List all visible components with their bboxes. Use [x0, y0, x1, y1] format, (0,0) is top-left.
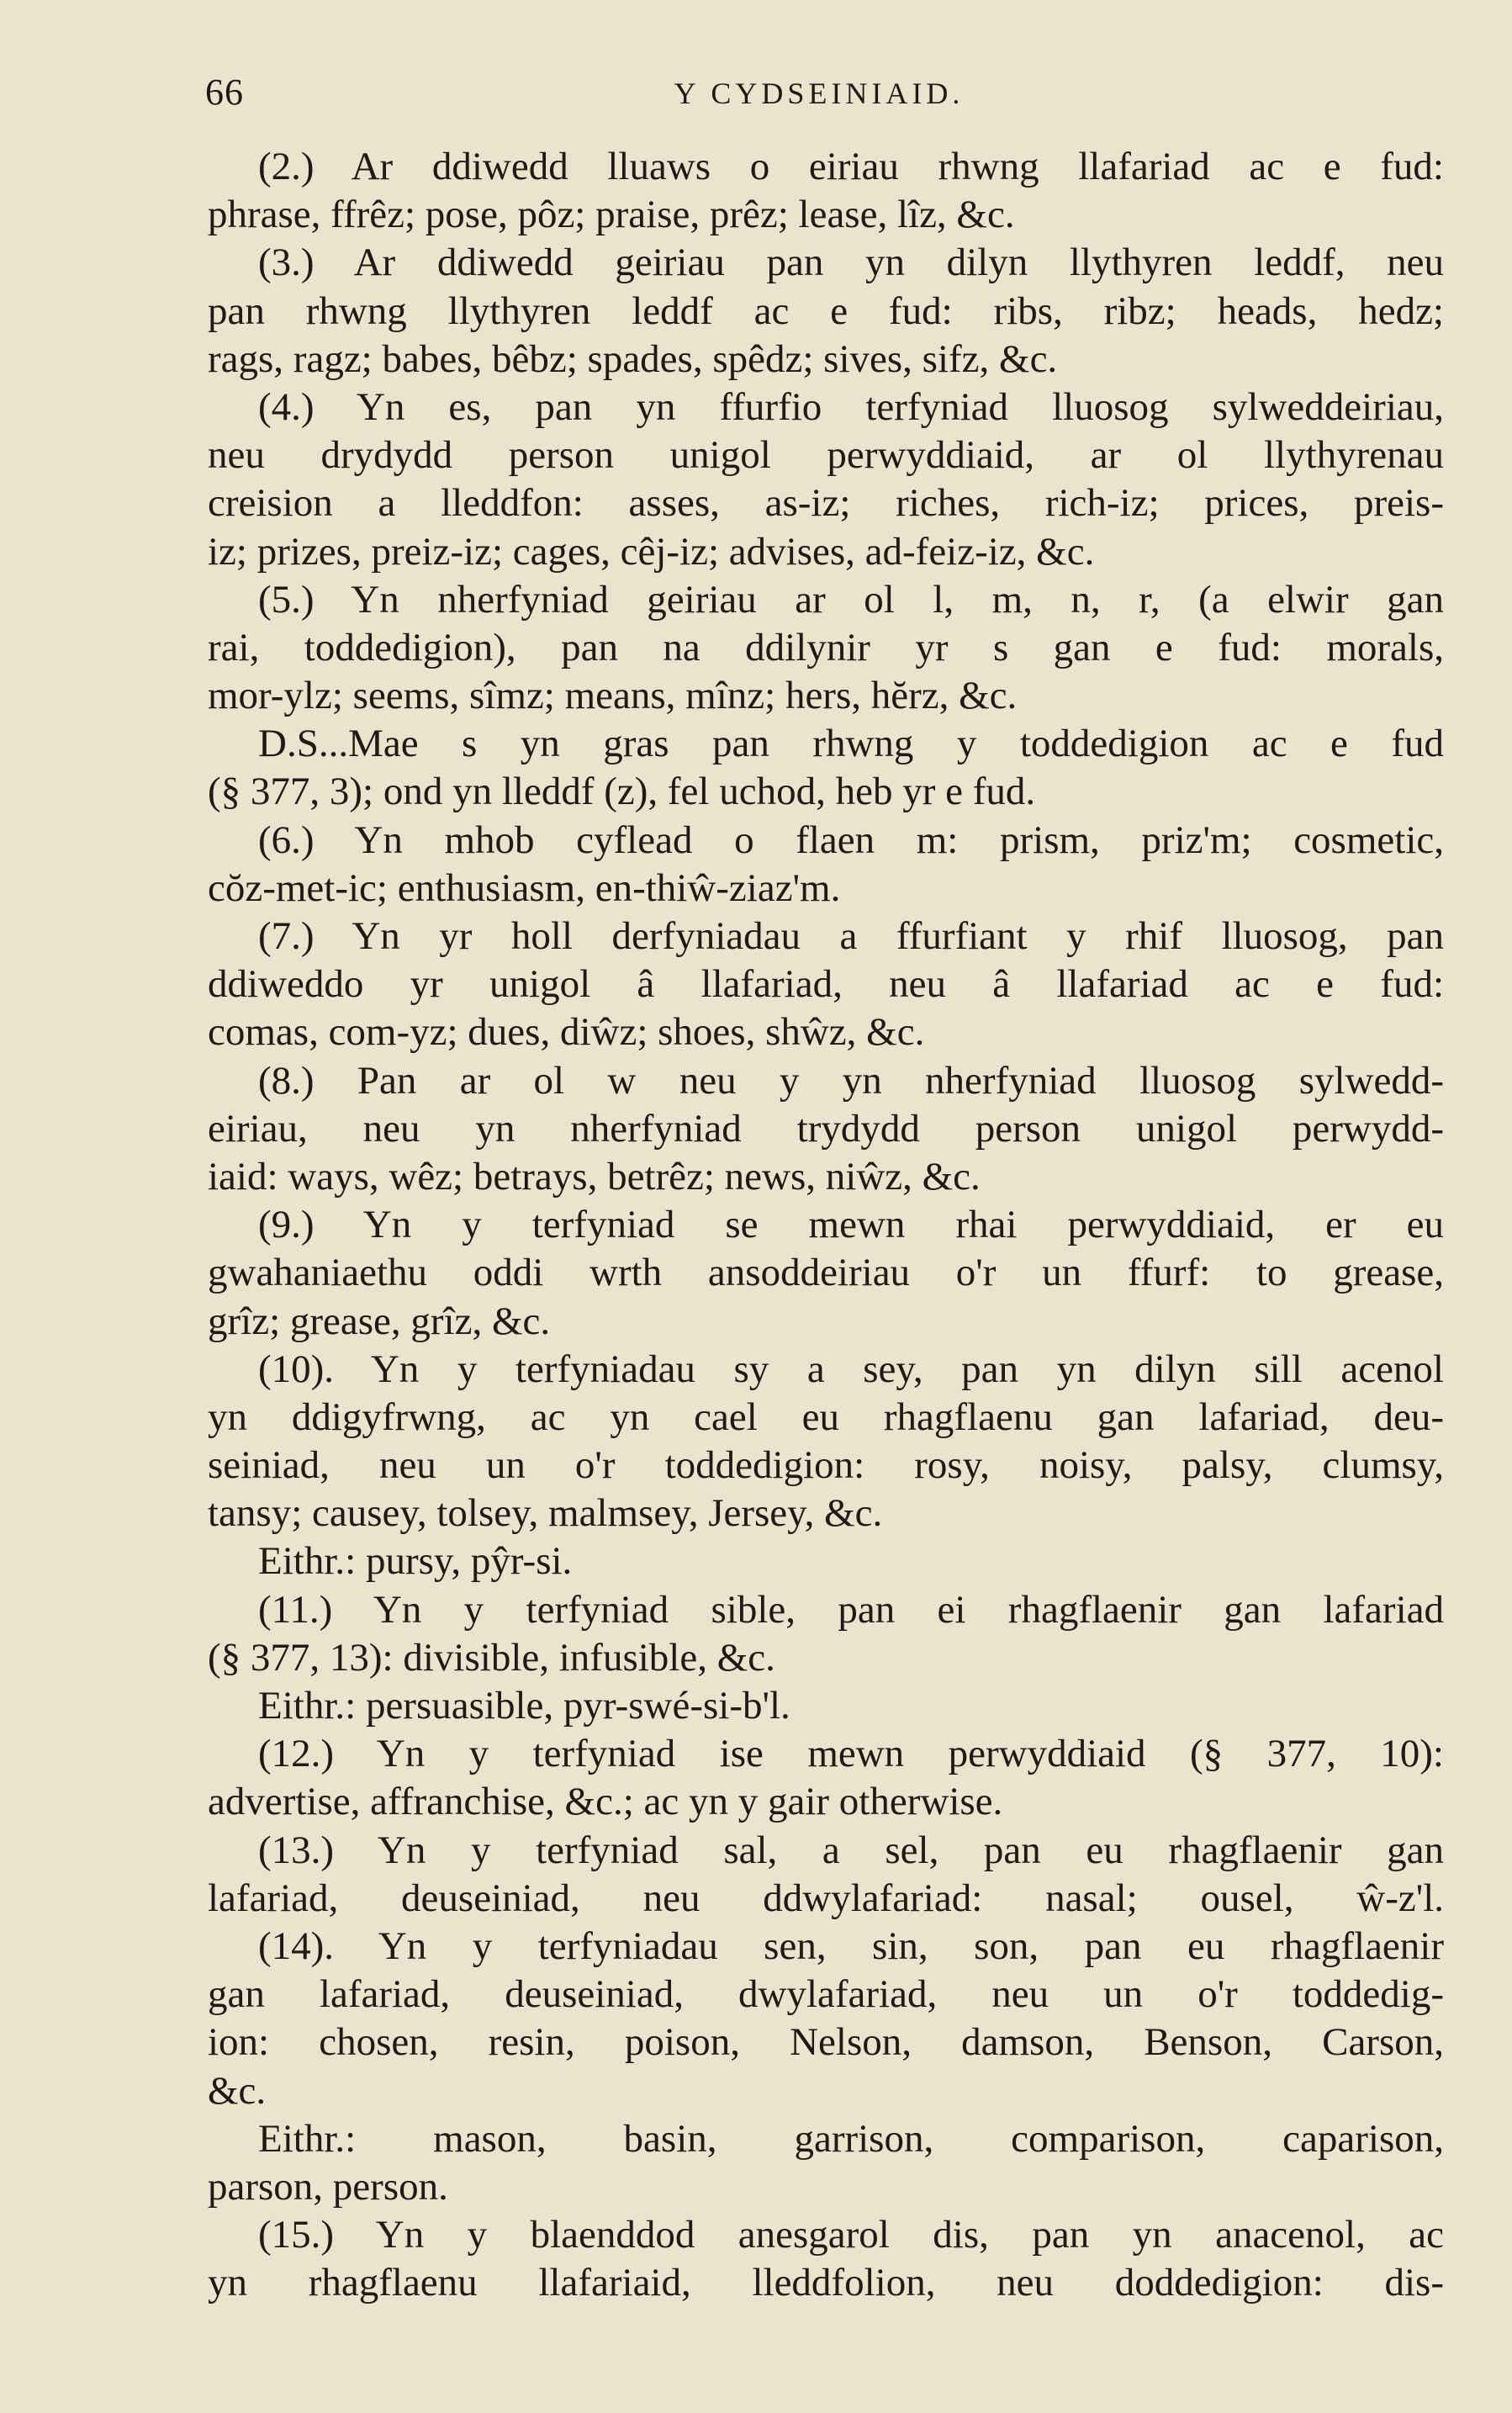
text-line: (4.) Yn es, pan yn ffurfio terfyniad lluosog sylweddeiriau,: [258, 384, 1444, 429]
text-line: (10). Yn y terfyniadau sy a sey, pan yn dilyn sill acenol: [258, 1347, 1444, 1391]
text-line: lafariad, deuseiniad, neu ddwylafariad: nasal; ousel, ŵ-z'l.: [208, 1876, 1444, 1920]
running-head: Y CYDSEINIAID.: [674, 77, 965, 110]
text-line: Eithr.: mason, basin, garrison, comparison, caparison,: [258, 2116, 1444, 2161]
text-line: (13.) Yn y terfyniad sal, a sel, pan eu rhagflaenir gan: [258, 1828, 1444, 1872]
body-text: [208, 143, 1444, 2307]
text-line: &c.: [208, 2068, 267, 2113]
text-line: iz; prizes, preiz-iz; cages, cêj-iz; advises, ad-feiz-iz, &c.: [208, 529, 1095, 574]
text-line: grîz; grease, grîz, &c.: [208, 1299, 551, 1343]
text-line: (9.) Yn y terfyniad se mewn rhai perwyddiaid, er eu: [258, 1203, 1444, 1247]
text-line: (6.) Yn mhob cyflead o flaen m: prism, priz'm; cosmetic,: [258, 818, 1444, 862]
page-header: [0, 71, 1512, 121]
text-line: phrase, ffrêz; pose, pôz; praise, prêz; lease, lîz, &c.: [208, 193, 1015, 237]
text-line: gwahaniaethu oddi wrth ansoddeiriau o'r un ffurf: to grease,: [208, 1251, 1444, 1295]
text-line: creision a lleddfon: asses, as-iz; riches, rich-iz; prices, preis-: [208, 481, 1444, 526]
text-line: seiniad, neu un o'r toddedigion: rosy, noisy, palsy, clumsy,: [208, 1443, 1444, 1488]
text-line: comas, com-yz; dues, diŵz; shoes, shŵz, &c.: [208, 1010, 925, 1055]
text-line: pan rhwng llythyren leddf ac e fud: ribs, ribz; heads, hedz;: [208, 288, 1444, 333]
text-line: eiriau, neu yn nherfyniad trydydd person unigol perwydd-: [208, 1106, 1444, 1151]
text-line: Eithr.: pursy, pŷr-si.: [258, 1539, 573, 1584]
text-line: (§ 377, 3); ond yn lleddf (z), fel uchod, heb yr e fud.: [208, 770, 1036, 814]
text-line: (14). Yn y terfyniadau sen, sin, son, pan eu rhagflaenir: [258, 1924, 1444, 1968]
text-line: Eithr.: persuasible, pyr-swé-si-b'l.: [258, 1684, 790, 1728]
text-line: (2.) Ar ddiwedd lluaws o eiriau rhwng llafariad ac e fud:: [258, 145, 1444, 188]
text-line: (8.) Pan ar ol w neu y yn nherfyniad lluosog sylwedd-: [258, 1058, 1444, 1103]
text-line: rai, toddedigion), pan na ddilynir yr s gan e fud: morals,: [208, 625, 1444, 669]
text-line: neu drydydd person unigol perwyddiaid, ar ol llythyrenau: [208, 433, 1444, 478]
text-line: mor-ylz; seems, sîmz; means, mînz; hers, hĕrz, &c.: [208, 674, 1018, 718]
text-line: (§ 377, 13): divisible, infusible, &c.: [208, 1635, 775, 1680]
text-line: yn ddigyfrwng, ac yn cael eu rhagflaenu gan lafariad, deu-: [208, 1394, 1444, 1439]
text-line: tansy; causey, tolsey, malmsey, Jersey, &c.: [208, 1491, 883, 1536]
text-line: D.S...Mae s yn gras pan rhwng y toddedigion ac e fud: [258, 722, 1444, 766]
text-line: (15.) Yn y blaenddod anesgarol dis, pan yn anacenol, ac: [258, 2213, 1444, 2257]
text-line: iaid: ways, wêz; betrays, betrêz; news, niŵz, &c.: [208, 1154, 981, 1199]
text-line: (11.) Yn y terfyniad sible, pan ei rhagflaenir gan lafariad: [258, 1587, 1444, 1632]
text-line: parson, person.: [208, 2164, 448, 2209]
text-line: ddiweddo yr unigol â llafariad, neu â llafariad ac e fud:: [208, 962, 1444, 1007]
text-line: cŏz-met-ic; enthusiasm, en-thiŵ-ziaz'm.: [208, 865, 841, 910]
text-line: gan lafariad, deuseiniad, dwylafariad, neu un o'r toddedig-: [208, 1972, 1444, 2017]
text-line: rags, ragz; babes, bêbz; spades, spêdz; sives, sifz, &c.: [208, 336, 1058, 381]
page-number: 66: [205, 71, 244, 113]
text-line: (12.) Yn y terfyniad ise mewn perwyddiaid (§ 377, 10):: [258, 1732, 1444, 1776]
text-line: (7.) Yn yr holl derfyniadau a ffurfiant y rhif lluosog, pan: [258, 914, 1444, 958]
text-line: advertise, affranchise, &c.; ac yn y gair otherwise.: [208, 1780, 1003, 1824]
text-line: (3.) Ar ddiwedd geiriau pan yn dilyn llythyren leddf, neu: [258, 241, 1444, 285]
text-line: ion: chosen, resin, poison, Nelson, damson, Benson, Carson,: [208, 2020, 1444, 2065]
text-line: yn rhagflaenu llafariaid, lleddfolion, neu doddedigion: dis-: [208, 2261, 1444, 2305]
text-line: (5.) Yn nherfyniad geiriau ar ol l, m, n, r, (a elwir gan: [258, 577, 1444, 622]
